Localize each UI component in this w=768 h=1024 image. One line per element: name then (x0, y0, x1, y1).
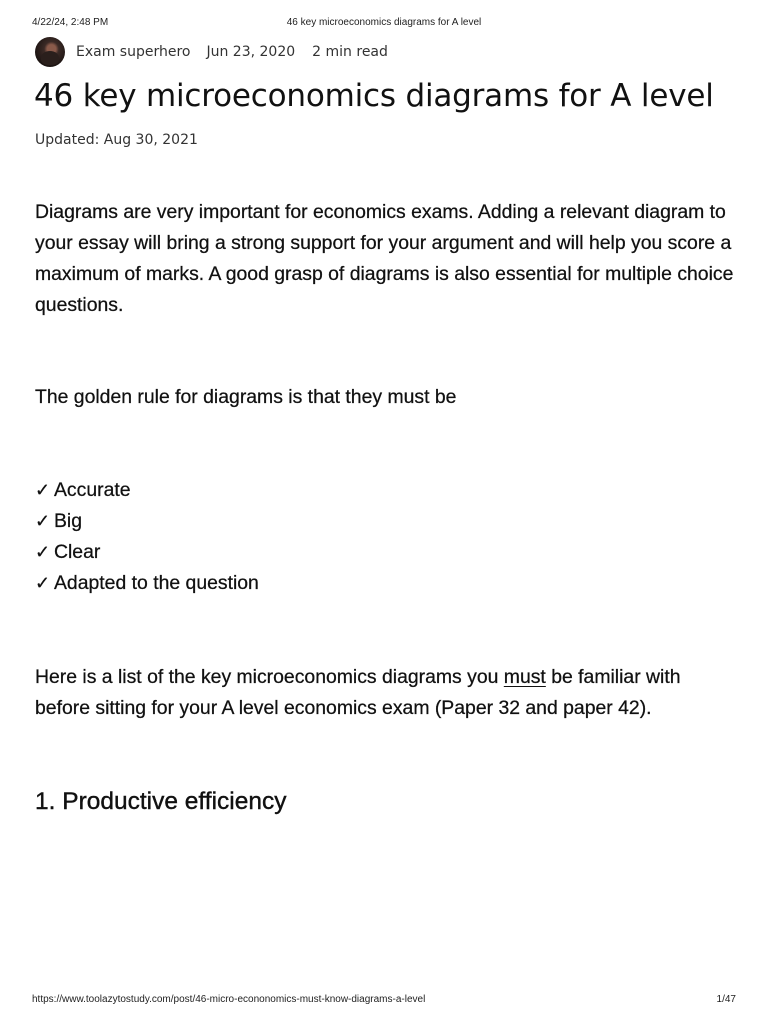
checklist-item-label: Adapted to the question (54, 572, 259, 594)
checklist-item (35, 568, 259, 599)
post-date: Jun 23, 2020 (206, 44, 296, 60)
checklist-item (35, 537, 259, 568)
checkmark-icon: ✓ (35, 573, 51, 593)
page-number: 1/47 (716, 994, 736, 1005)
checklist-item-label: Clear (54, 541, 101, 563)
post-meta (35, 36, 388, 68)
author-name-link[interactable]: Exam superhero (76, 44, 191, 60)
print-doc-title: 46 key microeconomics diagrams for A level (286, 17, 482, 28)
page-title: 46 key microeconomics diagrams for A level (34, 78, 714, 114)
print-url: https://www.toolazytostudy.com/post/46-micro-econonomics-must-know-diagrams-a-level (32, 994, 426, 1005)
checklist-item (35, 506, 259, 537)
golden-rule-paragraph: The golden rule for diagrams is that they must be (35, 386, 457, 408)
print-footer (32, 994, 736, 1008)
print-header (32, 17, 736, 31)
checklist-item (35, 475, 259, 506)
list-intro-text: Here is a list of the key microeconomics diagrams you (35, 666, 504, 688)
emphasis-must: must (503, 666, 546, 688)
print-datetime: 4/22/24, 2:48 PM (32, 17, 109, 28)
checkmark-icon: ✓ (35, 511, 51, 531)
intro-paragraph: Diagrams are very important for economics exams. Adding a relevant diagram to your essay will bring a strong support for your argument and will help you score a maximum of marks. A good grasp of diagrams is also essential for multiple choice questions. (35, 201, 734, 316)
checkmark-icon: ✓ (35, 542, 51, 562)
checklist-item-label: Accurate (54, 479, 131, 501)
checklist-item-label: Big (54, 510, 83, 532)
checkmark-icon: ✓ (35, 480, 51, 500)
diagram-list-intro (35, 662, 735, 724)
section-heading-productive-efficiency: 1. Productive efficiency (35, 788, 287, 815)
updated-date: Updated: Aug 30, 2021 (35, 132, 198, 148)
checklist (35, 475, 259, 599)
read-time: 2 min read (312, 44, 388, 60)
list-intro-text-end: be familiar with before sitting for your A level economics exam (Paper 32 and paper 42). (35, 666, 681, 719)
avatar[interactable] (35, 37, 65, 67)
